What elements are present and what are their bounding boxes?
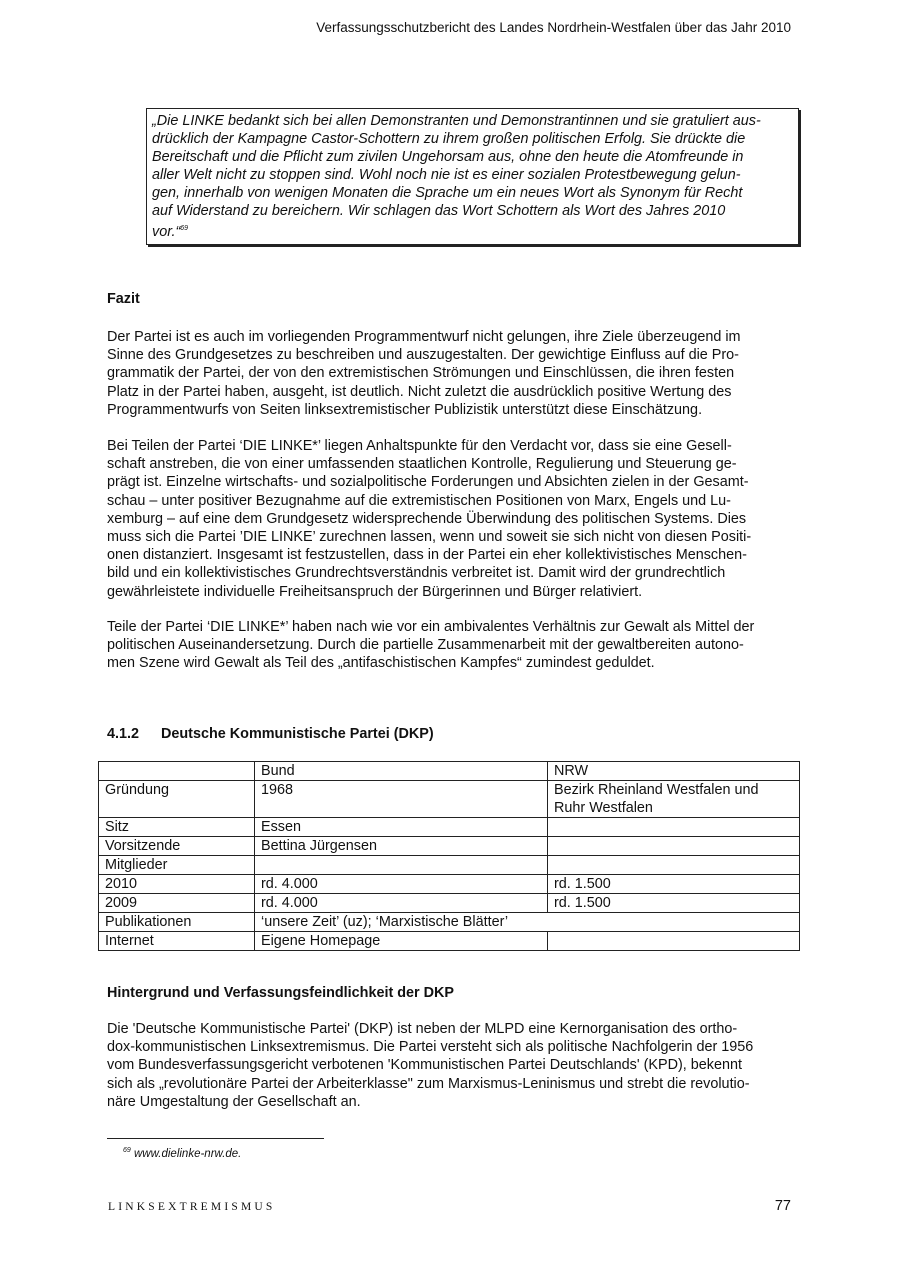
- table-cell: Eigene Homepage: [255, 932, 548, 951]
- table-cell: [548, 781, 800, 818]
- text-line: grammatik der Partei, der von den extremistischen Strömungen und Einschlüssen, die ihren festen: [107, 365, 735, 382]
- text-line: xemburg – auf eine dem Grundgesetz widersprechende Überwindung des politischen Systems. Dies: [107, 510, 747, 527]
- text-line: Der Partei ist es auch im vorliegenden Programmentwurf nicht gelungen, ihre Ziele überzeugend im: [107, 329, 741, 345]
- text-line: prägt ist. Einzelne wirtschafts- und sozialpolitische Forderungen und Absichten zielen in der Gesamt-: [107, 474, 749, 491]
- quote-line: [152, 220, 794, 241]
- table-row: [99, 762, 800, 781]
- table-row: [99, 894, 800, 913]
- text-line: men Szene wird Gewalt als Teil des „antifaschistischen Kampfes“ zumindest geduldet.: [107, 655, 655, 672]
- row-label: Mitglieder: [99, 856, 255, 875]
- table-row: [99, 837, 800, 856]
- cell-line: Bezirk Rheinland Westfalen und: [554, 782, 759, 798]
- text-line: sich als „revolutionäre Partei der Arbeiterklasse" zum Marxismus-Leninismus und strebt die revolutio-: [107, 1075, 750, 1092]
- table-header-nrw: NRW: [548, 762, 800, 781]
- fazit-heading: Fazit: [107, 291, 140, 307]
- table-row: [99, 913, 800, 932]
- table-cell: Bettina Jürgensen: [255, 837, 548, 856]
- row-label: 2009: [99, 894, 255, 913]
- footnote-number: 69: [123, 1147, 131, 1154]
- table-cell: rd. 4.000: [255, 875, 548, 894]
- dkp-facts-table: [98, 761, 800, 951]
- text-line: muss sich die Partei ’DIE LINKE’ zurechnen lassen, wenn und soweit sie sich nicht von diesen Positi-: [107, 529, 752, 546]
- text-line: gewährleistete individuelle Freiheitsanspruch der Bürgerinnen und Bürger relativiert.: [107, 583, 643, 600]
- footnote-ref[interactable]: 69: [180, 225, 189, 232]
- hintergrund-paragraph: [107, 1020, 772, 1111]
- row-label: 2010: [99, 875, 255, 894]
- row-label: Internet: [99, 932, 255, 951]
- table-cell: 1968: [255, 781, 548, 818]
- table-row: [99, 932, 800, 951]
- text-line: näre Umgestaltung der Gesellschaft an.: [107, 1093, 361, 1110]
- row-label: Sitz: [99, 818, 255, 837]
- text-line: Platz in der Partei haben, ausgeht, ist deutlich. Nicht zuletzt die ausdrücklich positive Wertung des: [107, 383, 732, 400]
- fazit-paragraph-1: [107, 328, 772, 419]
- text-line: Bei Teilen der Partei ‘DIE LINKE*’ liegen Anhaltspunkte für den Verdacht vor, dass sie eine Gesell-: [107, 438, 732, 454]
- fazit-paragraph-2: [107, 437, 772, 601]
- section-title: Deutsche Kommunistische Partei (DKP): [161, 726, 434, 742]
- table-cell: rd. 1.500: [548, 894, 800, 913]
- row-label: Vorsitzende: [99, 837, 255, 856]
- section-number: 4.1.2: [107, 726, 140, 742]
- table-cell: [548, 837, 800, 856]
- text-line: bild und ein kollektivistisches Grundrechtsverständnis verbreitet ist. Damit wird der grundrechtlich: [107, 565, 726, 582]
- table-row: [99, 818, 800, 837]
- footnote-link[interactable]: www.dielinke-nrw.de.: [134, 1147, 242, 1160]
- text-line: Die 'Deutsche Kommunistische Partei' (DKP) ist neben der MLPD eine Kernorganisation des ortho-: [107, 1021, 738, 1037]
- text-line: dox-kommunistischen Linksextremismus. Die Partei versteht sich als politische Nachfolgerin der 1956: [107, 1039, 754, 1056]
- row-label: Publikationen: [99, 913, 255, 932]
- row-label: Gründung: [99, 781, 255, 818]
- running-header: Verfassungsschutzbericht des Landes Nordrhein-Westfalen über das Jahr 2010: [316, 20, 791, 35]
- table-row: [99, 781, 800, 818]
- page-number: 77: [774, 1198, 791, 1214]
- table-cell: [255, 856, 548, 875]
- table-cell: [548, 818, 800, 837]
- text-line: Programmentwurfs von Seiten linksextremistischer Publizistik unterstützt diese Einschätzung.: [107, 401, 703, 418]
- quote-line: auf Widerstand zu bereichern. Wir schlagen das Wort Schottern als Wort des Jahres 2010: [152, 203, 726, 219]
- quote-line: „Die LINKE bedankt sich bei allen Demonstranten und Demonstrantinnen und sie gratuliert aus-: [152, 113, 761, 129]
- hintergrund-heading: Hintergrund und Verfassungsfeindlichkeit der DKP: [107, 985, 455, 1001]
- text-line: onen distanziert. Insgesamt ist festzustellen, dass in der Partei ein eher kollektivistisches Menschen-: [107, 547, 747, 564]
- table-cell: [99, 762, 255, 781]
- table-cell: [548, 932, 800, 951]
- table-cell: Essen: [255, 818, 548, 837]
- text-line: schaft anstreben, die von einer umfassenden staatlichen Kontrolle, Regulierung und Steuerung ge-: [107, 456, 737, 473]
- footnote-divider: [107, 1138, 324, 1139]
- footer-section-label: LINKSEXTREMISMUS: [108, 1201, 276, 1213]
- table-cell: rd. 1.500: [548, 875, 800, 894]
- quote-box: [146, 108, 799, 245]
- quote-last-text: vor.“: [152, 223, 181, 240]
- table-cell: rd. 4.000: [255, 894, 548, 913]
- text-line: schau – unter positiver Bezugnahme auf die extremistischen Positionen von Marx, Engels und Lu-: [107, 492, 731, 509]
- text-line: vom Bundesverfassungsgericht verbotenen 'Kommunistischen Partei Deutschlands' (KPD), bekennt: [107, 1057, 743, 1074]
- footnote: [123, 1147, 241, 1160]
- quote-line: gen, innerhalb von wenigen Monaten die Sprache um ein neues Wort als Synonym für Recht: [152, 185, 743, 201]
- fazit-paragraph-3: [107, 618, 772, 673]
- quote-line: aller Welt nicht zu stoppen sind. Wohl noch nie ist es einer sozialen Protestbewegung gelun-: [152, 167, 741, 183]
- table-cell: [548, 856, 800, 875]
- section-heading: [107, 726, 434, 742]
- table-row: [99, 856, 800, 875]
- table-cell: ‘unsere Zeit’ (uz); ‘Marxistische Blätter’: [255, 913, 800, 932]
- text-line: Teile der Partei ‘DIE LINKE*’ haben nach wie vor ein ambivalentes Verhältnis zur Gewalt als Mittel der: [107, 619, 755, 635]
- text-line: politischen Auseinandersetzung. Durch die partielle Zusammenarbeit mit der gewaltbereiten autono-: [107, 637, 744, 654]
- table-header-bund: Bund: [255, 762, 548, 781]
- quote-line: Bereitschaft und die Pflicht zum zivilen Ungehorsam aus, ohne den heute die Atomfreunde in: [152, 149, 744, 165]
- text-line: Sinne des Grundgesetzes zu beschreiben und auszugestalten. Der gewichtige Einfluss auf die Pro-: [107, 347, 739, 364]
- quote-line: drücklich der Kampagne Castor-Schottern zu ihrem großen politischen Erfolg. Sie drückte die: [152, 131, 746, 147]
- cell-line: Ruhr Westfalen: [554, 800, 653, 816]
- table-row: [99, 875, 800, 894]
